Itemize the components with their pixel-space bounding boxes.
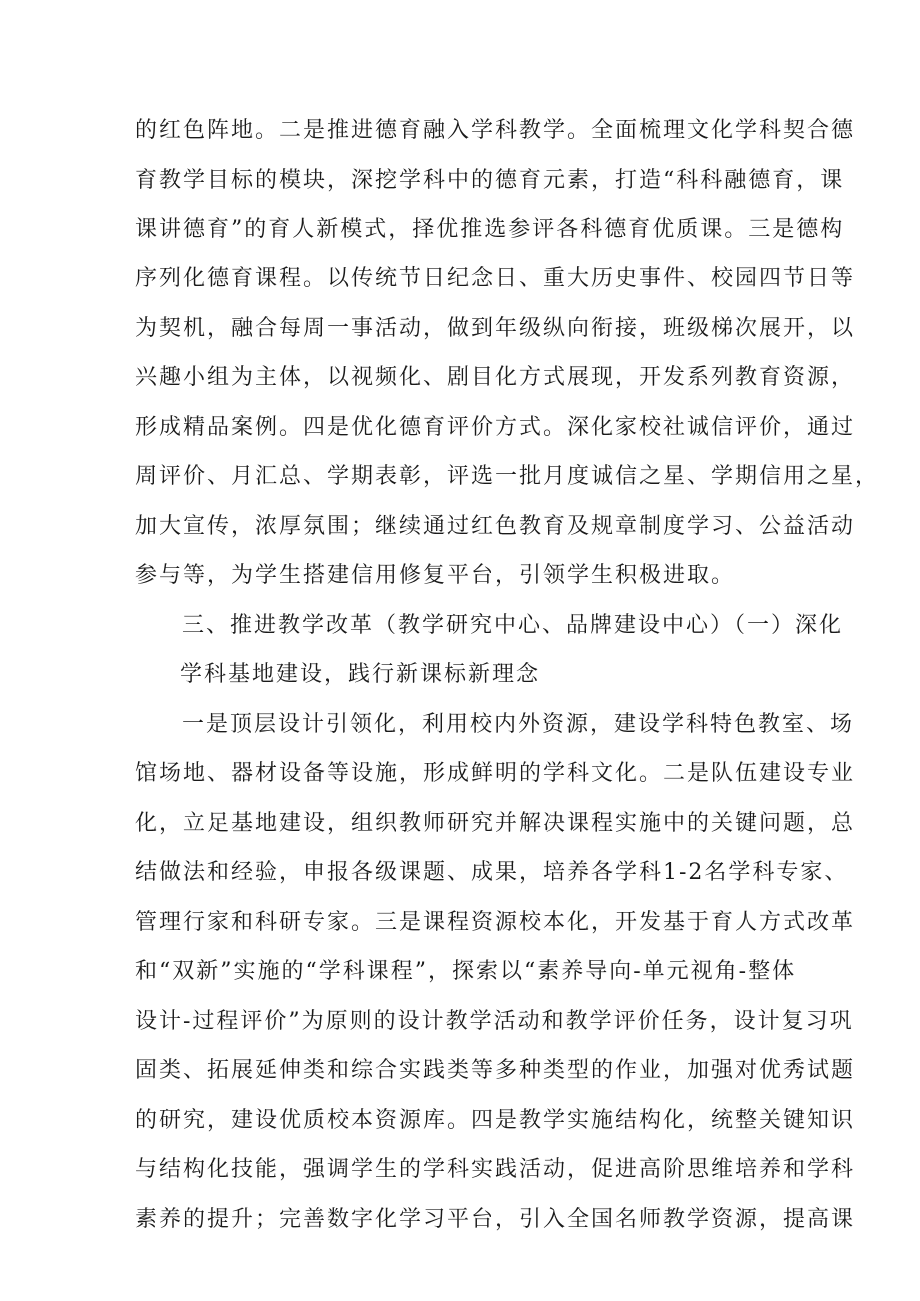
text-line: 加大宣传，浓厚氛围；继续通过红色教育及规章制度学习、公益活动 xyxy=(135,514,856,539)
text-line: 为契机，融合每周一事活动，做到年级纵向衔接，班级梯次展开，以 xyxy=(135,316,856,341)
text-line: 序列化德育课程。以传统节日纪念日、重大历史事件、校园四节日等 xyxy=(135,266,856,291)
text-line: 的研究，建设优质校本资源库。四是教学实施结构化，统整关键知识 xyxy=(135,1108,856,1133)
text-line: 参与等，为学生搭建信用修复平台，引领学生积极进取。 xyxy=(135,563,736,588)
text-line: 与结构化技能，强调学生的学科实践活动，促进高阶思维培养和学科 xyxy=(135,1157,856,1182)
section-heading-continued: 学科基地建设，践行新课标新理念 xyxy=(180,662,541,687)
text-line: 课讲德育”的育人新模式，择优推选参评各科德育优质课。三是德构 xyxy=(135,217,845,242)
text-line: 结做法和经验，申报各级课题、成果，培养各学科1-2名学科专家、 xyxy=(135,860,849,885)
text-line: 固类、拓展延伸类和综合实践类等多种类型的作业，加强对优秀试题 xyxy=(135,1058,856,1083)
text-line: 设计-过程评价”为原则的设计教学活动和教学评价任务，设计复习巩 xyxy=(135,1009,854,1034)
text-line: 一是顶层设计引领化，利用校内外资源，建设学科特色教室、场 xyxy=(182,712,855,737)
text-line: 的红色阵地。二是推进德育融入学科教学。全面梳理文化学科契合德 xyxy=(135,118,856,143)
text-line: 周评价、月汇总、学期表彰，评选一批月度诚信之星、学期信用之星， xyxy=(135,464,880,489)
text-line: 素养的提升；完善数字化学习平台，引入全国名师教学资源，提高课 xyxy=(135,1207,856,1232)
text-line: 馆场地、器材设备等设施，形成鲜明的学科文化。二是队伍建设专业 xyxy=(135,761,856,786)
text-line: 和“双新”实施的“学科课程”，探索以“素养导向-单元视角-整体 xyxy=(135,959,797,984)
text-line: 育教学目标的模块，深挖学科中的德育元素，打造“科科融德育，课 xyxy=(135,168,845,193)
text-line: 兴趣小组为主体，以视频化、剧目化方式展现，开发系列教育资源， xyxy=(135,365,856,390)
text-line: 形成精品案例。四是优化德育评价方式。深化家校社诚信评价，通过 xyxy=(135,415,856,440)
section-heading: 三、推进教学改革（教学研究中心、品牌建设中心）（一）深化 xyxy=(182,613,844,638)
text-line: 化，立足基地建设，组织教师研究并解决课程实施中的关键问题，总 xyxy=(135,811,856,836)
text-line: 管理行家和科研专家。三是课程资源校本化，开发基于育人方式改革 xyxy=(135,910,856,935)
